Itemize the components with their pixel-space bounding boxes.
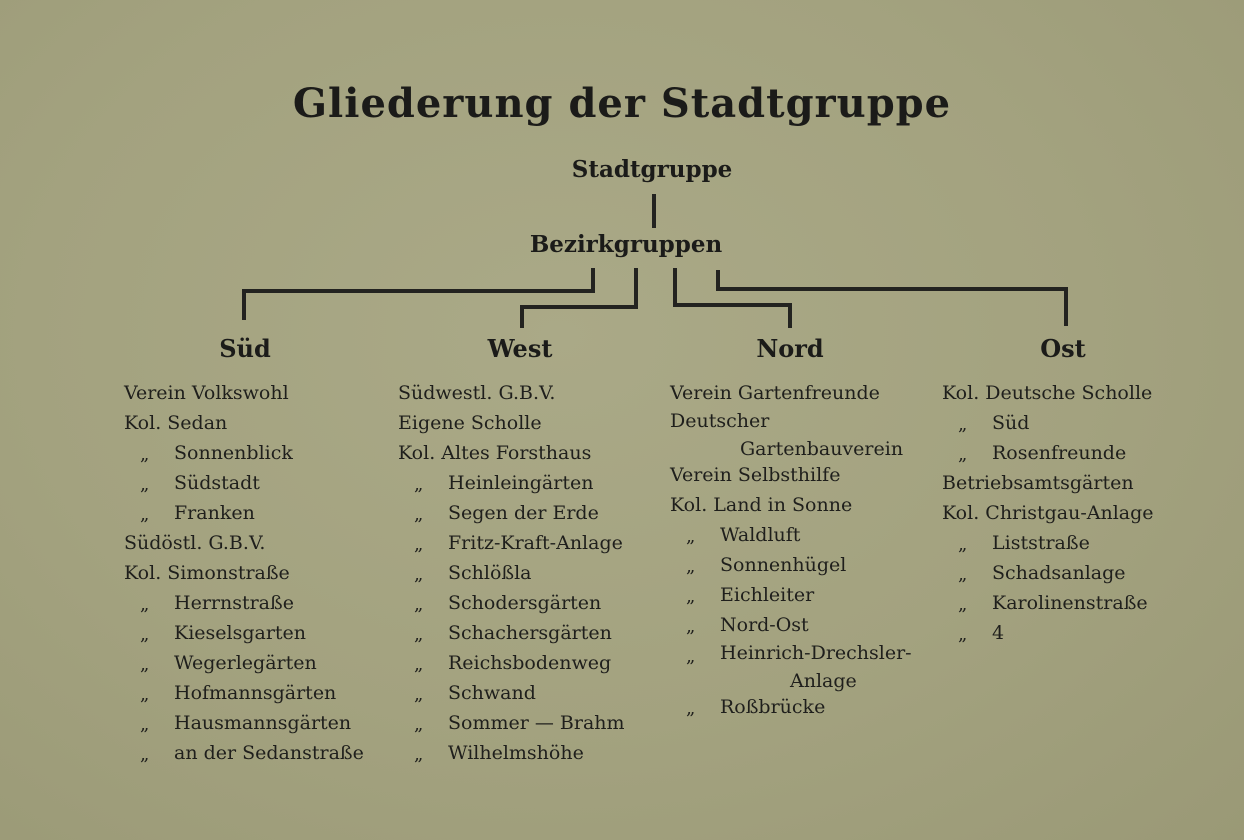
list-item-continuation: Anlage [790,670,857,692]
list-item [942,408,1154,438]
list-item [942,468,1154,498]
list-item-label: Hausmannsgärten [174,712,352,734]
district-ost: Ost [1040,334,1086,363]
list-item [398,588,602,618]
list-item [942,438,1154,468]
ditto-mark: „ [140,624,150,645]
district-groups-node: Bezirkgruppen [529,231,723,258]
list-item-label: Heinrich-Drechsler- [720,642,912,664]
list-item [670,550,903,580]
list-item-label: Schachersgärten [448,622,612,644]
list-item-label: Wegerlegärten [174,652,317,674]
list-item [398,558,591,588]
list-item [670,378,903,408]
list-item-label: 4 [992,622,1005,644]
list-item-label: Nord-Ost [720,614,809,636]
list-item [398,528,623,558]
ditto-mark: „ [958,624,968,645]
list-item [124,708,352,738]
ditto-mark: „ [140,744,150,765]
list-item-label: Verein Selbsthilfe [670,464,841,486]
list-item [124,738,364,768]
list-item-label: Südwestl. G.B.V. [398,382,556,404]
ditto-mark: „ [140,594,150,615]
list-item [398,738,591,768]
list-item [124,378,290,408]
list-item-label: Reichsbodenweg [448,652,612,674]
list-item [942,378,1154,408]
list-item-label: Deutscher [670,410,770,432]
list-item-label: Betriebsamtsgärten [942,472,1134,494]
list-item [398,498,599,528]
ditto-mark: „ [414,534,424,555]
list-item-label: Kieselsgarten [174,622,307,644]
ditto-mark: „ [414,654,424,675]
list-item-label: Roßbrücke [720,696,826,718]
ditto-mark: „ [140,444,150,465]
list-item [670,610,903,640]
ditto-mark: „ [958,534,968,555]
connector-nord [675,270,790,326]
list-item [124,438,293,468]
list-item [124,498,290,528]
list-item-label: Südstadt [174,472,260,494]
ditto-mark: „ [958,444,968,465]
list-item [670,490,903,520]
list-item-label: Schadsanlage [992,562,1126,584]
list-item-label: Verein Volkswohl [124,382,289,404]
list-item [124,528,290,558]
connector-west [522,270,636,326]
district-list-ost [942,378,1154,648]
page-title: Gliederung der Stadtgruppe [292,80,952,127]
list-item-label: Eigene Scholle [398,412,542,434]
list-item [398,438,591,468]
ditto-mark: „ [958,564,968,585]
list-item [124,678,337,708]
ditto-mark: „ [958,594,968,615]
list-item-label: Sonnenblick [174,442,293,464]
list-item-label: Sommer — Brahm [448,712,625,734]
ditto-mark: „ [140,474,150,495]
list-item-label: Süd [992,412,1030,434]
ditto-mark: „ [414,714,424,735]
connector-ost [718,272,1066,324]
list-item [670,408,903,460]
list-item-label: Schwand [448,682,536,704]
list-item-label: Rosenfreunde [992,442,1127,464]
ditto-mark: „ [414,594,424,615]
ditto-mark: „ [686,586,696,607]
list-item-label: Sonnenhügel [720,554,847,576]
ditto-mark: „ [686,556,696,577]
list-item [398,408,591,438]
list-item [942,588,1154,618]
ditto-mark: „ [958,414,968,435]
list-item [398,618,612,648]
district-list-west [398,378,625,768]
list-item-label: Heinleingärten [448,472,594,494]
list-item [398,708,625,738]
ditto-mark: „ [140,504,150,525]
root-node: Stadtgruppe [571,156,733,183]
ditto-mark: „ [140,714,150,735]
list-item-label: Schlößla [448,562,532,584]
list-item-label: Segen der Erde [448,502,599,524]
district-nord: Nord [756,334,824,363]
ditto-mark: „ [686,646,696,667]
list-item-label: Kol. Christgau-Anlage [942,502,1154,524]
list-item [124,618,307,648]
list-item [124,588,294,618]
list-item-label: an der Sedanstraße [174,742,364,764]
ditto-mark: „ [414,684,424,705]
list-item [124,648,317,678]
list-item-label: Franken [174,502,255,524]
list-item-label: Fritz-Kraft-Anlage [448,532,623,554]
list-item [942,558,1154,588]
ditto-mark: „ [686,616,696,637]
district-west: West [487,334,553,363]
list-item-label: Südöstl. G.B.V. [124,532,266,554]
list-item [670,460,903,490]
list-item-label: Eichleiter [720,584,815,606]
list-item [398,378,591,408]
list-item [398,468,594,498]
ditto-mark: „ [686,526,696,547]
list-item-continuation: Gartenbauverein [740,438,904,460]
district-list-nord [670,378,912,722]
list-item-label: Verein Gartenfreunde [670,382,880,404]
list-item-label: Kol. Deutsche Scholle [942,382,1153,404]
ditto-mark: „ [414,624,424,645]
list-item [670,692,903,722]
list-item-label: Kol. Altes Forsthaus [398,442,592,464]
ditto-mark: „ [686,698,696,719]
list-item-label: Kol. Simonstraße [124,562,290,584]
list-item [124,408,290,438]
list-item-label: Liststraße [992,532,1090,554]
list-item [670,520,903,550]
district-sued: Süd [219,334,271,363]
list-item [942,498,1154,528]
list-item-label: Hofmannsgärten [174,682,337,704]
list-item [398,678,591,708]
ditto-mark: „ [414,564,424,585]
ditto-mark: „ [414,474,424,495]
list-item-label: Wilhelmshöhe [448,742,584,764]
district-list-sued [124,378,364,768]
list-item [942,618,1154,648]
list-item-label: Karolinenstraße [992,592,1148,614]
ditto-mark: „ [414,504,424,525]
list-item [124,468,290,498]
list-item-label: Herrnstraße [174,592,294,614]
list-item [670,640,912,692]
ditto-mark: „ [414,744,424,765]
list-item [398,648,612,678]
list-item-label: Kol. Land in Sonne [670,494,853,516]
list-item [670,580,903,610]
list-item-label: Kol. Sedan [124,412,228,434]
ditto-mark: „ [140,684,150,705]
connector-sued [244,270,593,318]
ditto-mark: „ [140,654,150,675]
list-item-label: Waldluft [720,524,801,546]
list-item [942,528,1154,558]
list-item [124,558,290,588]
list-item-label: Schodersgärten [448,592,602,614]
